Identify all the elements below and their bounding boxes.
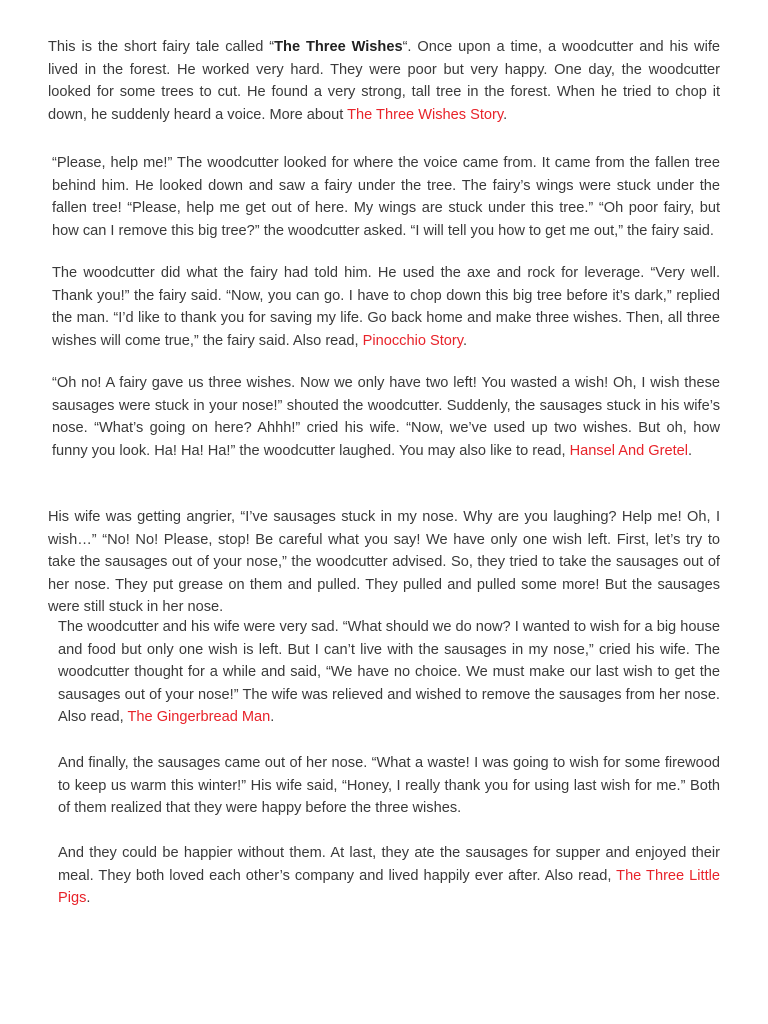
story-title: The Three Wishes xyxy=(274,39,403,55)
link-three-wishes-story[interactable]: The Three Wishes Story xyxy=(347,106,504,123)
link-gingerbread-man[interactable]: The Gingerbread Man xyxy=(127,709,271,726)
link-hansel-and-gretel[interactable]: Hansel And Gretel xyxy=(569,442,689,459)
intro-text-continued: “. Once upon a time, a woodcutter and his wife lived in the forest. He worked very hard. They were poor but very happy. One day, the woodcutter looked for some trees to cut. He found a very strong, tall tree in the forest. When he tried to chop it down, he suddenly heard a voice. More about xyxy=(48,39,720,123)
intro-text: This is the short fairy tale called “ xyxy=(48,39,275,55)
paragraph-ending: And they could be happier without them. At last, they ate the sausages for supper and enjoyed their meal. They both loved each other’s company and lived happily ever after. Also read, The Three Little Pigs. xyxy=(58,845,720,907)
link-three-little-pigs[interactable]: The Three Little Pigs xyxy=(58,867,720,907)
paragraph-fairy-trapped: “Please, help me!” The woodcutter looked for where the voice came from. It came from the fallen tree behind him. He looked down and saw a fairy under the tree. The fairy’s wings were stuck under the fallen tree! “Please, help me get out of here. My wings are stuck under this tree.” “Oh poor fairy, but how can I remove this big tree?” the woodcutter asked. “I will tell you how to get me out,” the fairy said. xyxy=(52,155,720,239)
paragraph-first-wishes: “Oh no! A fairy gave us three wishes. Now we only have two left! You wasted a wish! Oh, I wish these sausages were stuck in your nose!” shouted the woodcutter. Suddenly, the sausages stuck in his wife’s nose. “What’s going on here? Ahhh!” cried his wife. “Now, we’ve used up two wishes. But oh, how funny you look. Ha! Ha! Ha!” the woodcutter laughed. You may also like to read, Hansel And Gretel. xyxy=(52,375,720,459)
link-pinocchio-story[interactable]: Pinocchio Story xyxy=(362,332,463,349)
paragraph-fairy-freed: The woodcutter did what the fairy had told him. He used the axe and rock for leverage. “Very well. Thank you!” the fairy said. “Now, you can go. I have to chop down this big tree before it’s dark,” replied the man. “I’d like to thank you for saving my life. Go back home and make three wishes. Then, all three wishes will come true,” the fairy said. Also read, Pinocchio Story. xyxy=(52,265,720,349)
paragraph-last-wish: The woodcutter and his wife were very sad. “What should we do now? I wanted to wish for a big house and food but only one wish is left. But I can’t live with the sausages in my nose,” cried his wife. The woodcutter thought for a while and said, “We have no choice. We must make our last wish to get the sausages out of your nose!” The wife was relieved and wished to remove the sausages from her nose. Also read, The Gingerbread Man. xyxy=(58,619,720,726)
paragraph-sausages-out: And finally, the sausages came out of her nose. “What a waste! I was going to wish for some firewood to keep us warm this winter!” His wife said, “Honey, I really thank you for using last wish for me.” Both of them realized that they were happy before the three wishes. xyxy=(58,755,720,817)
paragraph-intro: This is the short fairy tale called “The Three Wishes“. Once upon a time, a woodcutter and his wife lived in the forest. He worked very hard. They were poor but very happy. One day, the woodcutter looked for some trees to cut. He found a very strong, tall tree in the forest. When he tried to chop it down, he suddenly heard a voice. More about The Three Wishes Story. xyxy=(48,39,720,123)
paragraph-sausages-stuck: His wife was getting angrier, “I’ve sausages stuck in my nose. Why are you laughing? Help me! Oh, I wish…” “No! No! Please, stop! Be careful what you say! We have only one wish left. First, let’s try to take the sausages out of your nose,” the woodcutter advised. So, they tried to take the sausages out of her nose. They put grease on them and pulled. They pulled and pulled some more! But the sausages were still stuck in her nose. xyxy=(48,509,720,616)
